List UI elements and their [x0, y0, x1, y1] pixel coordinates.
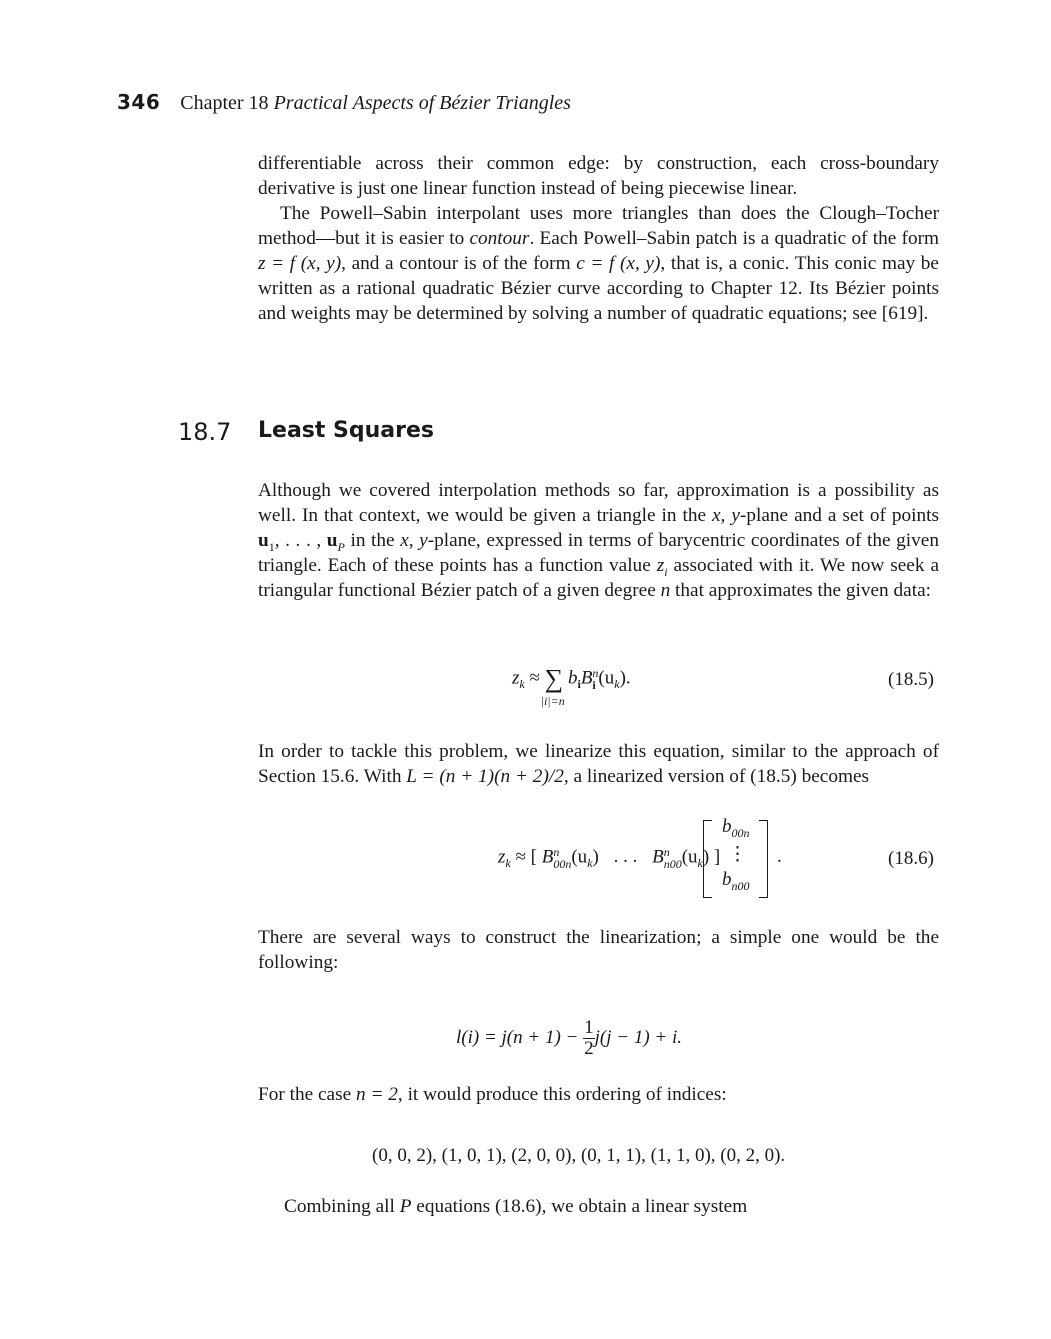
section-title: Least Squares — [258, 418, 435, 443]
paragraph-5: There are several ways to construct the linearization; a simple one would be the following: — [258, 927, 939, 973]
equation-number-18-5: (18.5) — [888, 669, 934, 690]
sum-symbol: ∑ — [544, 664, 564, 693]
vector-right-bracket — [759, 820, 768, 898]
vector-top-entry: $b_{00n}$ — [722, 816, 750, 840]
equation-number-18-6: (18.6) — [888, 848, 934, 869]
equation-period: . — [777, 846, 782, 867]
paragraph-6: For the case n = 2, it would produce this ordering of indices: — [258, 1084, 727, 1105]
paragraph-4: In order to tackle this problem, we linearize this equation, similar to the approach of Section 15.6. With L = (n + 1)(n + 2)/2, a linearized version of (18.5) becomes — [258, 741, 939, 787]
paragraph-1: differentiable across their common edge: by construction, each cross-boundary derivative is just one linear function instead of being piecewise linear. — [258, 153, 939, 199]
page-number: 346 — [117, 90, 161, 114]
equation-18-6: $z_k$ ≈ [ B n 00n $(u_k)$ . . . B n n00 $(u_k)$ ] — [498, 845, 721, 871]
equation-linearization-index: l(i) = j(n + 1) − $\frac{1}{2}$ j(j − 1) + i. — [456, 1017, 682, 1059]
chapter-title: Practical Aspects of Bézier Triangles — [273, 92, 571, 114]
fraction-numerator: 1 — [584, 1017, 594, 1038]
vector-vertical-dots: ⋮ — [728, 844, 747, 865]
paragraph-2: The Powell–Sabin interpolant uses more triangles than does the Clough–Tocher method—but it is easier to contour. Each Powell–Sabin patch is a quadratic of the form z = f (x, y), and a contour is of the form c = f (x, y), that is, a conic. This conic may be written as a rational quadratic Bézier curve according to Chapter 12. Its Bézier points and weights may be determined by solving a number of quadratic equations; see [619]. — [258, 203, 940, 324]
fraction-denominator: 2 — [584, 1038, 594, 1059]
vector-bottom-entry: $b_{n00}$ — [722, 869, 750, 893]
equation-18-5: $z_k$ ≈ ∑ |i|=n $b_iB$ n i $(u_k)$. — [512, 664, 631, 708]
chapter-label: Chapter 18 — [180, 92, 269, 114]
sum-index: |i|=n — [540, 694, 565, 708]
running-header — [117, 90, 571, 115]
index-ordering: (0, 0, 2), (1, 0, 1), (2, 0, 0), (0, 1, 1), (1, 1, 0), (0, 2, 0). — [372, 1145, 786, 1166]
paragraph-7: Combining all P equations (18.6), we obtain a linear system — [284, 1196, 748, 1217]
paragraph-3: Although we covered interpolation methods so far, approximation is a possibility as well. In that context, we would be given a triangle in the x, y-plane and a set of points $u_1$, . . . , $u_P$ in the x, y-plane, expressed in terms of barycentric coordinates of the given triangle. Each of these points has a function value $z_i$ associated with it. We now seek a triangular functional Bézier patch of a given degree n that approximates the given data: — [258, 480, 939, 601]
vector-left-bracket — [703, 820, 712, 898]
section-number: 18.7 — [178, 418, 232, 446]
